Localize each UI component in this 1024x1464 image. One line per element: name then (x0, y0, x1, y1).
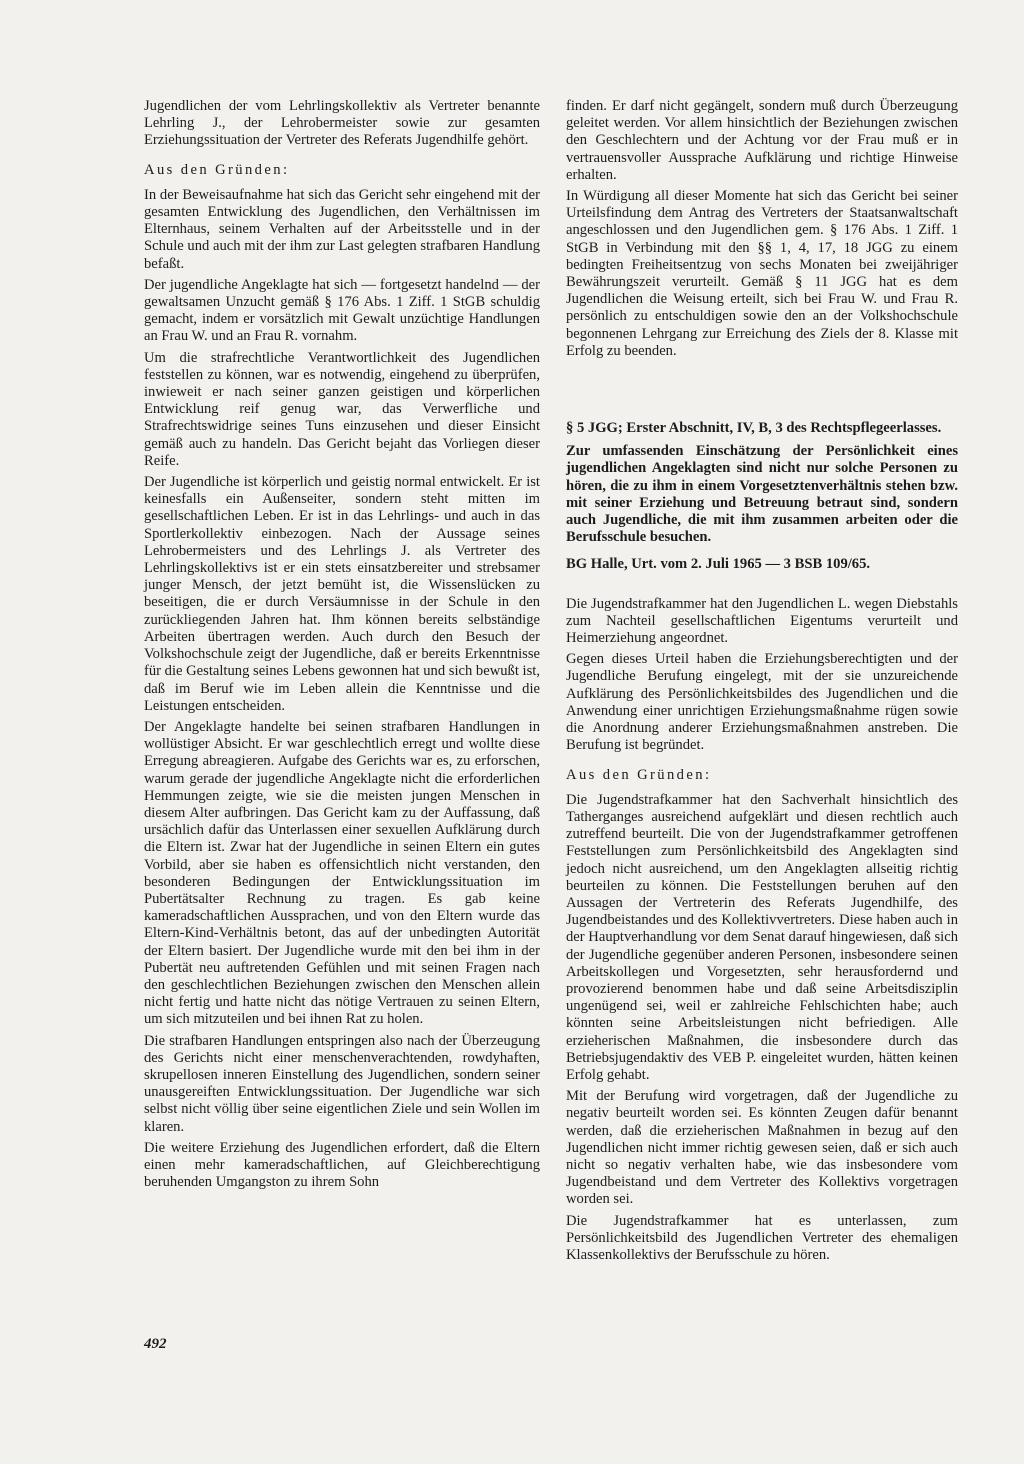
left-section-heading: Aus den Gründen: (144, 161, 290, 178)
right-section-heading: Aus den Gründen: (566, 766, 712, 783)
right-column (566, 98, 958, 1268)
left-paragraph: Der Jugendliche ist körperlich und geistig normal entwickelt. Er ist keinesfalls ein Außenseiter, sondern steht mitten im gesellschaftlichen Leben. Er ist in das Lehrlings- und auch in das Sportlerkollektiv einbezogen. Nach der Aussage seines Lehrobermeisters und des Lehrlings J. als Vertreter des Lehrlingskollektivs ist er ein stets einsatzbereiter und strebsamer junger Mensch, der jetzt bemüht ist, die Wissenslücken zu beseitigen, die er durch Versäumnisse in der Schule in den zurückliegenden Jahren hat. Ihm können bereits selbständige Arbeiten übertragen werden. Auch durch den Besuch der Volkshochschule zeigt der Jugendliche, daß er bereits Erkenntnisse für die Gestaltung seines Lebens gewonnen hat und sich bewußt ist, daß im Beruf wie im Leben allein die Kenntnisse und die Leistungen entscheiden. (144, 474, 540, 714)
left-paragraph: In der Beweisaufnahme hat sich das Gericht sehr eingehend mit der gesamten Entwicklung des Jugendlichen, den Verhältnissen im Elternhaus, seinem Verhalten auf der Arbeitsstelle und in der Schule und auch mit der ihm zur Last gelegten strafbaren Handlung befaßt. (144, 186, 540, 272)
left-paragraph: Die strafbaren Handlungen entspringen also nach der Überzeugung des Gerichts nicht einer menschenverachtenden, rowdyhaften, skrupellosen inneren Einstellung des Jugendlichen, sondern seiner unausgereiften Entwicklungssituation. Der Jugendliche war sich selbst nicht völlig über seine eigentlichen Ziele und sein Wollen im klaren. (144, 1032, 540, 1135)
right-paragraph: Die Jugendstrafkammer hat den Jugendlichen L. wegen Diebstahls zum Nachteil gesellschaftlichen Eigentums verurteilt und Heimerziehung angeordnet. (566, 595, 958, 647)
case-citation: BG Halle, Urt. vom 2. Juli 1965 — 3 BSB 109/65. (566, 556, 871, 573)
left-paragraph: Der Angeklagte handelte bei seinen strafbaren Handlungen in wollüstiger Absicht. Er war geschlechtlich erregt und wollte diese Erregung abreagieren. Aufgabe des Gerichts war es, zu erforschen, warum gerade der jugendliche Angeklagte nicht die erforderlichen Hemmungen zeigte, wie sie die meisten jungen Menschen in diesem Alter aufbringen. Das Gericht kam zu der Auffassung, daß ursächlich dafür das Unterlassen einer sexuellen Aufklärung durch die Eltern ist. Zwar hat der Jugendliche in seinen Eltern ein gutes Vorbild, aber sie haben es offensichtlich nicht verstanden, den besonderen Bedingungen der Entwicklungssituation im Pubertätsalter Rechnung zu tragen. Es gab keine kameradschaftlichen Aussprachen, und von den Eltern wurde das Eltern-Kind-Verhältnis betont, das auf der unbedingten Autorität der Eltern basiert. Der Jugendliche wurde mit den bei ihm in der Pubertät neu auftretenden Gefühlen und mit seinen Fragen nach den geschlechtlichen Beziehungen zwischen den Menschen allein nicht fertig und hatte nicht das nötige Vertrauen zu seinen Eltern, um sich mitzuteilen und bei ihnen Rat zu holen. (144, 718, 540, 1028)
left-paragraph: Die weitere Erziehung des Jugendlichen erfordert, daß die Eltern einen mehr kameradschaftlichen, auf Gleichberechtigung beruhenden Umgangston zu ihrem Sohn (144, 1139, 540, 1191)
right-paragraph: In Würdigung all dieser Momente hat sich das Gericht bei seiner Urteilsfindung dem Antrag des Vertreters der Staatsanwaltschaft angeschlossen und den Jugendlichen gem. § 176 Abs. 1 Ziff. 1 StGB in Verbindung mit den §§ 1, 4, 17, 18 JGG zu einem bedingten Freiheitsentzug von sechs Monaten bei zweijähriger Bewährungszeit verurteilt. Gemäß § 11 JGG hat es dem Jugendlichen die Weisung erteilt, sich bei Frau W. und Frau R. persönlich zu entschuldigen sowie den an der Volkshochschule begonnenen Lehrgang zur Erreichung des Ziels der 8. Klasse mit Erfolg zu beenden. (566, 188, 958, 359)
right-paragraph: finden. Er darf nicht gegängelt, sondern muß durch Überzeugung geleitet werden. Vor allem hinsichtlich der Beziehungen zwischen den Geschlechtern und der Achtung vor der Frau muß er in vertrauensvoller Aussprache Aufklärung und richtige Hinweise erhalten. (566, 98, 958, 183)
left-paragraph: Um die strafrechtliche Verantwortlichkeit des Jugendlichen feststellen zu können, war es notwendig, eingehend zu überprüfen, inwieweit er nach seiner ganzen geistigen und körperlichen Entwicklung reif genug war, das Verwerfliche und Strafrechtswidrige seines Tuns einzusehen und dieser Einsicht gemäß auch zu handeln. Das Gericht bejaht das Vorliegen dieser Reife. (144, 349, 540, 469)
right-paragraph: Die Jugendstrafkammer hat den Sachverhalt hinsichtlich des Tatherganges ausreichend aufgeklärt und diesen rechtlich auch zutreffend beurteilt. Die von der Jugendstrafkammer getroffenen Feststellungen zum Persönlichkeitsbild des Angeklagten sind jedoch nicht ausreichend, um den Angeklagten allseitig richtig beurteilen zu können. Die Feststellungen beruhen auf den Aussagen der Vertreterin des Referats Jugendhilfe, des Jugendbeistandes und des Kollektivvertreters. Diese haben auch in der Hauptverhandlung vor dem Senat darauf hingewiesen, daß sich der Jugendliche gegenüber anderen Personen, insbesondere seinen Arbeitskollegen und Vorgesetzten, sehr herausfordernd und provozierend benommen habe und daß seine Arbeitsdisziplin ungenügend sei, weil er zahlreiche Fehlschichten habe; auch könnten seine Arbeitsleistungen nicht befriedigen. Alle erzieherischen Maßnahmen, die insbesondere durch das Betriebsjugendaktiv des VEB P. eingeleitet wurden, hätten keinen Erfolg gehabt. (566, 791, 958, 1083)
page-number: 492 (144, 1336, 167, 1352)
right-paragraph: Die Jugendstrafkammer hat es unterlassen, zum Persönlichkeitsbild des Jugendlichen Vertreter des ehemaligen Klassenkollektivs der Berufsschule zu hören. (566, 1212, 958, 1263)
case-section-head: § 5 JGG; Erster Abschnitt, IV, B, 3 des Rechtspflegeerlasses. (566, 420, 942, 437)
left-column (144, 98, 540, 1195)
left-intro-paragraph: Jugendlichen der vom Lehrlingskollektiv als Vertreter benannte Lehrling J., der Lehrobermeister sowie zur gesamten Erziehungssituation der Vertreter des Referats Jugendhilfe gehört. (144, 98, 540, 149)
left-paragraph: Der jugendliche Angeklagte hat sich — fortgesetzt handelnd — der gewaltsamen Unzucht gemäß § 176 Abs. 1 Ziff. 1 StGB schuldig gemacht, indem er vorsätzlich mit Gewalt unzüchtige Handlungen an Frau W. und an Frau R. vornahm. (144, 276, 540, 345)
right-paragraph: Gegen dieses Urteil haben die Erziehungsberechtigten und der Jugendliche Berufung eingelegt, mit der sie unzureichende Aufklärung des Persönlichkeitsbildes des Jugendlichen und die Anwendung einer unrichtigen Erziehungsmaßnahme rügen sowie die Anordnung anderer Erziehungsmaßnahmen anstreben. Die Berufung ist begründet. (566, 651, 958, 754)
case-headnote: Zur umfassenden Einschätzung der Persönlichkeit eines jugendlichen Angeklagten sind nicht nur solche Personen zu hören, die zu ihm in einem Vorgesetztenverhältnis stehen bzw. mit seiner Erziehung und Betreuung betraut sind, sondern auch Jugendliche, die mit ihm zusammen arbeiten oder die Berufsschule besuchen. (566, 443, 958, 546)
right-paragraph: Mit der Berufung wird vorgetragen, daß der Jugendliche zu negativ beurteilt worden sei. Es könnten Zeugen dafür benannt werden, daß die erzieherischen Maßnahmen in bezug auf den Jugendlichen nicht immer richtig gewesen seien, daß er sich auch nicht so negativ verhalten habe, wie das insbesondere vom Jugendbeistand und dem Vertreter des Kollektivs vorgetragen worden sei. (566, 1088, 958, 1208)
